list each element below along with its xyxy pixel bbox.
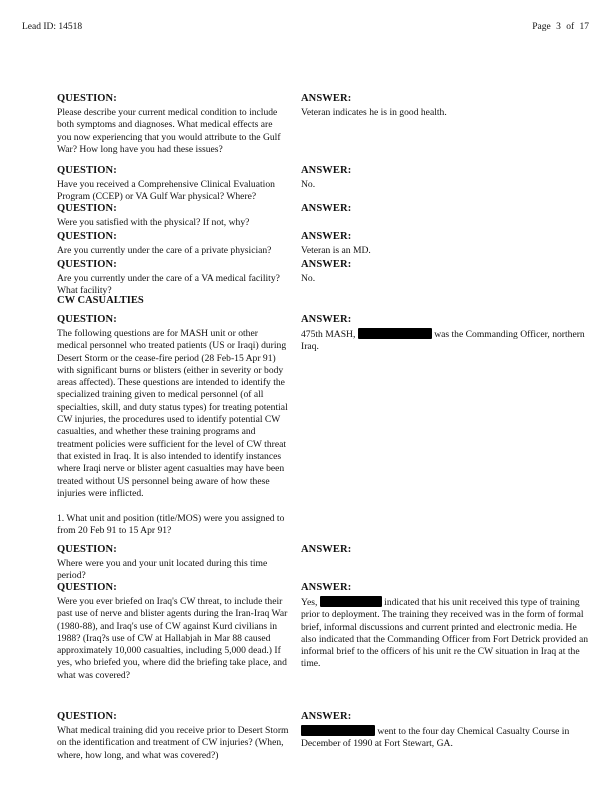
question-text: The following questions are for MASH unit or other medical personnel who treated patients (US or Iraqi) during Desert Storm or the cease-fire period (28 Feb-15 Apr 91) with significant burns or blisters (either in severity or body areas affected). These questions are intended to identify the specialized training given to medical personnel (of all specialties, skill, and duty status types) for treating potential CW injuries, the procedures used to identify potential CW casualties, and whether these training programs and treatment policies were sufficient for the level of CW threat that existed in Iraq. It is also intended to identify instances where Iraqi nerve or blister agent casualties may have been treated without US personnel being aware of how these injuries were inflicted. — [57, 328, 288, 499]
redaction-bar — [320, 596, 382, 607]
question-block — [57, 313, 289, 538]
section-title: CW CASUALTIES — [57, 295, 144, 306]
question-text: Were you satisfied with the physical? If not, why? — [57, 217, 250, 228]
answer-block — [301, 258, 591, 285]
answer-block — [301, 164, 591, 191]
page-current: 3 — [556, 22, 561, 32]
answer-text-start: Yes, — [301, 597, 318, 608]
redaction-bar — [358, 328, 432, 339]
question-block — [57, 258, 289, 298]
answer-label: ANSWER: — [301, 544, 352, 555]
question-label: QUESTION: — [57, 165, 117, 176]
lead-id: Lead ID: 14518 — [22, 22, 83, 32]
question-text: Please describe your current medical condition to include both symptoms and diagnoses. What medical effects are you now experiencing that you would attribute to the Gulf War? How long have you had these issues? — [57, 107, 281, 155]
question-block — [57, 581, 289, 682]
question-label: QUESTION: — [57, 544, 117, 555]
answer-text: No. — [301, 273, 316, 284]
answer-block — [301, 202, 591, 215]
answer-label: ANSWER: — [301, 231, 352, 242]
answer-label: ANSWER: — [301, 165, 352, 176]
answer-label: ANSWER: — [301, 93, 352, 104]
question-label: QUESTION: — [57, 93, 117, 104]
question-label: QUESTION: — [57, 231, 117, 242]
answer-text — [301, 725, 591, 751]
question-block — [57, 230, 289, 257]
question-subtext: 1. What unit and position (title/MOS) were you assigned to from 20 Feb 91 to 15 Apr 91? — [57, 513, 285, 537]
answer-text-start: 475th MASH, — [301, 329, 356, 340]
question-text: Where were you and your unit located during this time period? — [57, 558, 268, 582]
question-label: QUESTION: — [57, 314, 117, 325]
answer-text — [301, 596, 591, 671]
question-block — [57, 543, 289, 583]
answer-label: ANSWER: — [301, 314, 352, 325]
answer-block — [301, 710, 591, 751]
redaction-bar — [301, 725, 375, 736]
answer-label: ANSWER: — [301, 711, 352, 722]
answer-block — [301, 313, 591, 354]
question-label: QUESTION: — [57, 203, 117, 214]
question-text: What medical training did you receive prior to Desert Storm on the identification and treatment of CW injuries? (When, where, how long, and what was covered?) — [57, 725, 289, 761]
answer-label: ANSWER: — [301, 259, 352, 270]
answer-block — [301, 543, 591, 556]
answer-block — [301, 581, 591, 671]
question-label: QUESTION: — [57, 259, 117, 270]
question-block — [57, 710, 289, 762]
answer-label: ANSWER: — [301, 203, 352, 214]
question-block — [57, 164, 289, 204]
answer-label: ANSWER: — [301, 582, 352, 593]
answer-text-end: indicated that his unit received this type of training prior to deployment. The training they received was in the form of formal brief, informal discussions and current printed and electronic media. He also indicated that the Commanding Officer from Fort Detrick provided an informal brief to the officers of his unit re the CW situation in Iraq at the time. — [301, 597, 589, 670]
answer-text: Veteran is an MD. — [301, 245, 371, 256]
answer-text: No. — [301, 179, 316, 190]
question-text: Have you received a Comprehensive Clinical Evaluation Program (CCEP) or VA Gulf War physical? Where? — [57, 179, 275, 203]
answer-block — [301, 92, 591, 119]
question-text: Are you currently under the care of a private physician? — [57, 245, 272, 256]
answer-block — [301, 230, 591, 257]
answer-text-end: went to the four day Chemical Casualty Course in December of 1990 at Fort Stewart, GA. — [301, 726, 570, 750]
answer-text — [301, 328, 591, 354]
question-text: Are you currently under the care of a VA medical facility? What facility? — [57, 273, 280, 297]
question-label: QUESTION: — [57, 582, 117, 593]
page-total: 17 — [579, 22, 589, 32]
question-block — [57, 202, 289, 229]
page-word: Page — [532, 22, 551, 32]
question-text: Were you ever briefed on Iraq's CW threat, to include their past use of nerve and blister agents during the Iran-Iraq War (1980-88), and Iraq's use of CW against Kurd civilians in 1988? (Iraq?s use of CW at Hallabjah in Mar 88 caused approximately 10,000 casualties, including 5,000 dead.) If yes, who briefed you, where did the briefing take place, and what was covered? — [57, 596, 288, 681]
question-label: QUESTION: — [57, 711, 117, 722]
answer-text-end: was the Commanding Officer, northern Iraq. — [301, 329, 585, 353]
question-block — [57, 92, 289, 156]
page-of: of — [566, 22, 575, 32]
answer-text: Veteran indicates he is in good health. — [301, 107, 447, 118]
page-indicator — [529, 22, 589, 32]
